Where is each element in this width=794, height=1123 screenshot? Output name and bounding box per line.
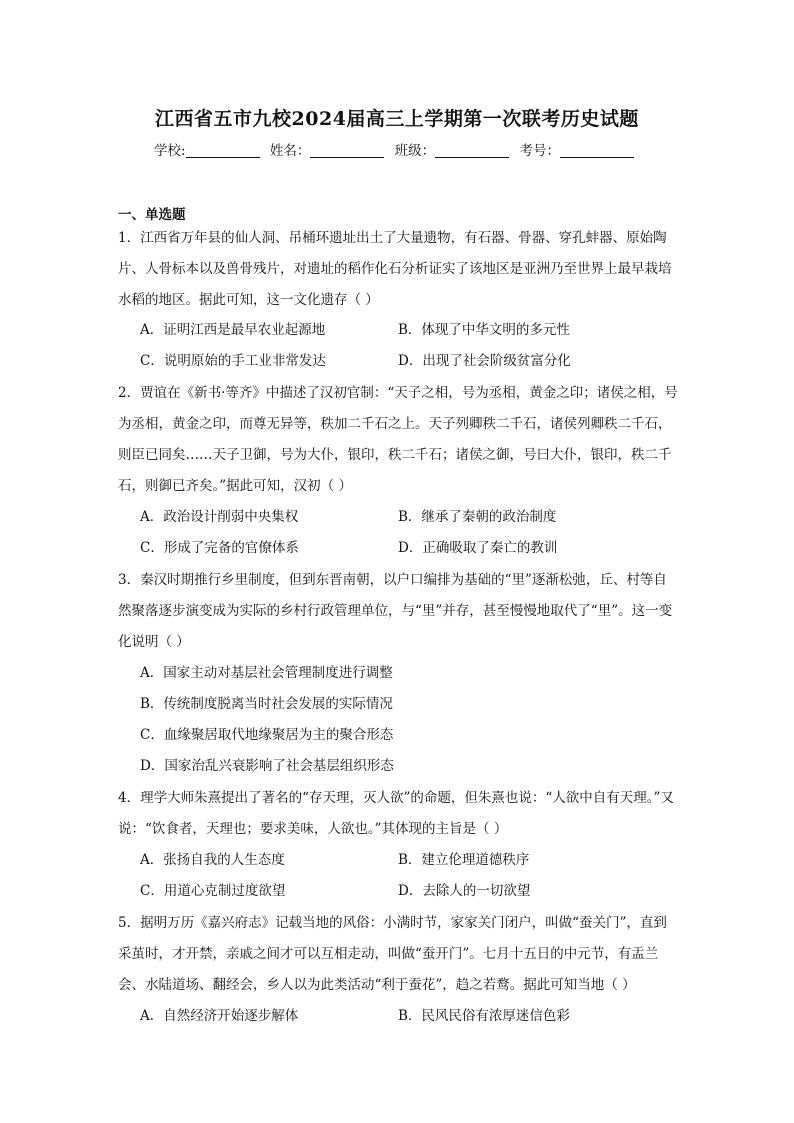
question-2: 2．贾谊在《新书·等齐》中描述了汉初官制：“天子之相，号为丞相，黄金之印；诸侯之相，号为丞相，黄金之印，而尊无异等，秩加二千石之上。天子列卿秩二千石，诸侯列卿秩二千石，则臣已同矣……天子卫御，号为大仆，银印，秩二千石；诸侯之御，号曰大仆，银印，秩二千石，则御已齐矣。”据此可知，汉初（ ） — [118, 385, 678, 494]
option-a[interactable]: A．政治设计削弱中央集权 — [140, 509, 299, 525]
option-a[interactable]: A．证明江西是最早农业起源地 — [140, 322, 326, 338]
exam-no-label: 考号： — [519, 143, 560, 159]
question-3-options — [140, 658, 680, 782]
option-d[interactable]: D．国家治乱兴衰影响了社会基层组织形态 — [140, 758, 394, 774]
option-c[interactable]: C．说明原始的手工业非常发达 — [140, 353, 326, 369]
option-b[interactable]: B．体现了中华文明的多元性 — [398, 322, 570, 338]
option-c[interactable]: C．用道心克制过度欲望 — [140, 883, 286, 899]
question-5: 5．据明万历《嘉兴府志》记载当地的风俗：小满时节，家家关门闭户，叫做“蚕关门”，直到采茧时，才开禁，亲戚之间才可以互相走动，叫做“蚕开门”。七月十五日的中元节，有盂兰会、水陆道场、翻经会，乡人以为此类活动“利于蚕花”，趋之若鹜。据此可知当地（ ） — [118, 915, 667, 993]
name-blank[interactable] — [310, 143, 384, 158]
student-info-line — [0, 139, 794, 159]
question-1-options — [140, 315, 685, 377]
question-1: 1．江西省万年县的仙人洞、吊桶环遗址出土了大量遗物，有石器、骨器、穿孔蚌器、原始陶片、人骨标本以及兽骨残片，对遗址的稻作化石分析证实了该地区是亚洲乃至世界上最早栽培水稻的地区。据此可知，这一文化遗存（ ） — [118, 230, 672, 308]
question-4: 4．理学大师朱熹提出了著名的“存天理，灭人欲”的命题，但朱熹也说：“人欲中自有天理。”又说：“饮食者，天理也；要求美味，人欲也。”其体现的主旨是（ ） — [118, 790, 674, 837]
class-blank[interactable] — [435, 143, 509, 158]
class-label: 班级： — [394, 143, 436, 159]
option-b[interactable]: B．传统制度脱离当时社会发展的实际情况 — [140, 696, 393, 712]
school-label: 学校: — [154, 143, 186, 159]
option-c[interactable]: C．血缘聚居取代地缘聚居为主的聚合形态 — [140, 727, 394, 743]
option-b[interactable]: B．建立伦理道德秩序 — [398, 852, 530, 868]
section-title: 一、单选题 — [118, 207, 186, 223]
option-d[interactable]: D．去除人的一切欲望 — [398, 883, 531, 899]
option-a[interactable]: A．国家主动对基层社会管理制度进行调整 — [140, 665, 393, 681]
school-blank[interactable] — [186, 143, 260, 158]
option-a[interactable]: A．自然经济开始逐步解体 — [140, 1008, 299, 1024]
question-5-options — [140, 1001, 685, 1032]
option-b[interactable]: B．民风民俗有浓厚迷信色彩 — [398, 1008, 570, 1024]
exam-no-blank[interactable] — [560, 143, 634, 158]
question-3: 3．秦汉时期推行乡里制度，但到东晋南朝，以户口编排为基础的“里”逐渐松弛，丘、村等自然聚落逐步演变成为实际的乡村行政管理单位，与“里”并存，甚至慢慢地取代了“里”。这一变化说明（ ） — [118, 572, 673, 650]
question-2-options — [140, 502, 685, 564]
option-d[interactable]: D．出现了社会阶级贫富分化 — [398, 353, 571, 369]
question-4-options — [140, 845, 685, 907]
option-b[interactable]: B．继承了秦朝的政治制度 — [398, 509, 557, 525]
page-title: 江西省五市九校2024届高三上学期第一次联考历史试题 — [155, 108, 639, 130]
option-a[interactable]: A．张扬自我的人生态度 — [140, 852, 285, 868]
option-d[interactable]: D．正确吸取了秦亡的教训 — [398, 540, 558, 556]
option-c[interactable]: C．形成了完备的官僚体系 — [140, 540, 299, 556]
name-label: 姓名： — [269, 143, 311, 159]
